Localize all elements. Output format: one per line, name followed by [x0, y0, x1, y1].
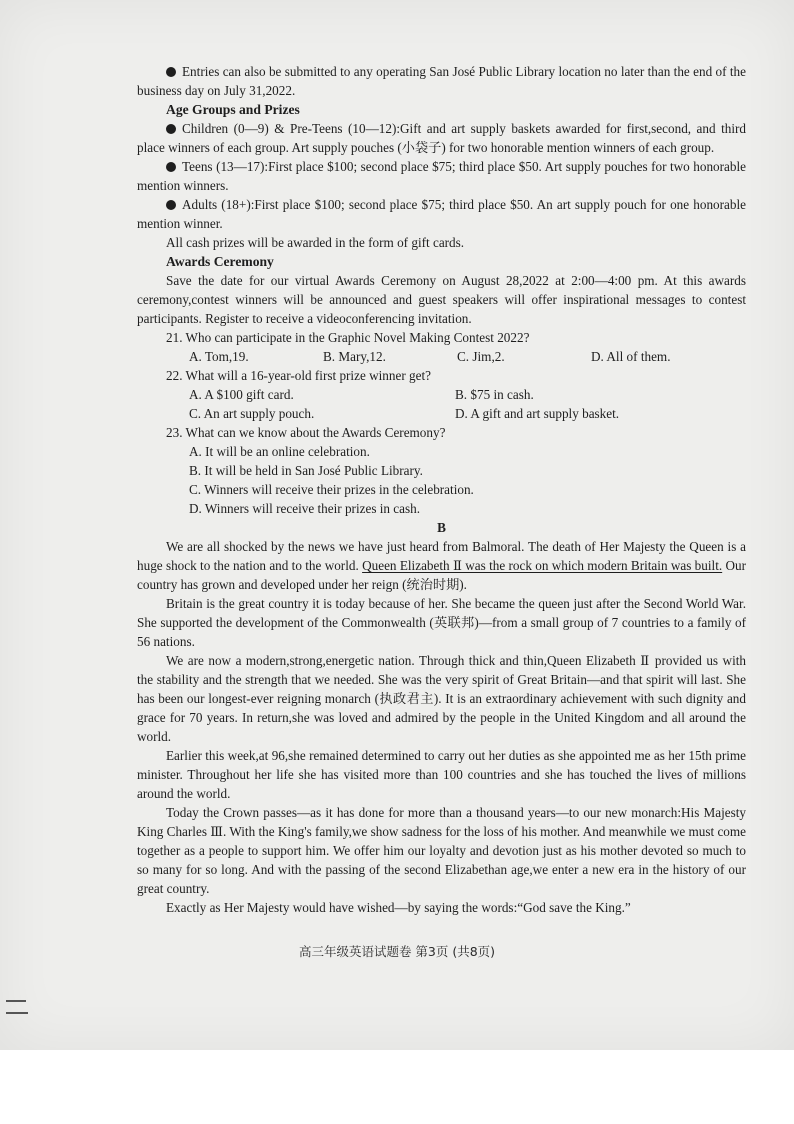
- entries-text: Entries can also be submitted to any operating San José Public Library location no later than the end of the business day on July 31,2022.: [137, 64, 746, 98]
- question-23-stem: 23. What can we know about the Awards Ceremony?: [166, 425, 446, 440]
- cash-prizes-note: All cash prizes will be awarded in the form of gift cards.: [166, 235, 465, 250]
- option-21-a: A. Tom,19.: [189, 349, 249, 364]
- awards-paragraph: Save the date for our virtual Awards Ceremony on August 28,2022 at 2:00—4:00 pm. At this awards ceremony,contest winners will be announced and guest speakers will offer inspirational messages to contest participants. Register to receive a videoconferencing invitation.: [137, 273, 746, 326]
- option-22-b: B. $75 in cash.: [455, 387, 534, 402]
- bullet-children: [137, 119, 746, 157]
- page-content: [137, 62, 746, 917]
- heading-age-groups: Age Groups and Prizes: [166, 102, 300, 117]
- page-footer: 高三年级英语试题卷 第3页 (共8页): [298, 944, 496, 959]
- passage-b-p1-start: We are all shocked by the news we have just heard from Balmoral. The death of Her Majesty the Queen is a huge shock to the nation and to the world.: [137, 539, 746, 573]
- scan-mark: [6, 1012, 28, 1014]
- passage-b-paragraph-1: [137, 537, 746, 594]
- underlined-sentence: Queen Elizabeth Ⅱ was the rock on which modern Britain was built.: [362, 558, 723, 573]
- option-22-c: C. An art supply pouch.: [189, 406, 315, 421]
- option-22-d: D. A gift and art supply basket.: [455, 406, 620, 421]
- question-21-stem: 21. Who can participate in the Graphic Novel Making Contest 2022?: [166, 330, 530, 345]
- option-23-d: D. Winners will receive their prizes in cash.: [189, 501, 421, 516]
- option-23-a: A. It will be an online celebration.: [189, 444, 370, 459]
- question-22-options-row-1: [137, 385, 746, 404]
- passage-b-paragraph-3: We are now a modern,strong,energetic nation. Through thick and thin,Queen Elizabeth Ⅱ provided us with the stability and the strength that we needed. She was the very spirit of Great Britain—and that spirit will last. She has been our longest-ever reigning monarch (执政君主). It is an extraordinary achievement with such dignity and grace for 70 years. In return,she was loved and admired by the people in the United Kingdom and all around the world.: [137, 653, 746, 744]
- passage-b-paragraph-6: Exactly as Her Majesty would have wished—by saying the words:“God save the King.”: [166, 900, 631, 915]
- passage-b-paragraph-4: Earlier this week,at 96,she remained determined to carry out her duties as she appointed me as her 15th prime minister. Throughout her life she has visited more than 100 countries and she has touched the lives of millions around the world.: [137, 748, 746, 801]
- option-21-d: D. All of them.: [591, 349, 671, 364]
- heading-awards-ceremony: Awards Ceremony: [166, 254, 274, 269]
- question-21-options: [137, 347, 746, 366]
- passage-b-paragraph-5: Today the Crown passes—as it has done for more than a thousand years—to our new monarch:His Majesty King Charles Ⅲ. With the King's family,we show sadness for the loss of his mother. And meanwhile we must come together as a people to support him. We offer him our loyalty and devotion just as his mother devoted so much to so many for so long. And with the passing of the second Elizabethan age,we enter a new era in the history of our great country.: [137, 805, 747, 896]
- bullet-icon: [166, 200, 176, 210]
- bullet-adults: [137, 195, 746, 233]
- question-22-stem: 22. What will a 16-year-old first prize winner get?: [166, 368, 431, 383]
- bullet-entries: [137, 62, 746, 100]
- adults-text: Adults (18+):First place $100; second place $75; third place $50. An art supply pouch for one honorable mention winner.: [137, 197, 746, 231]
- option-21-c: C. Jim,2.: [457, 349, 505, 364]
- section-b-heading: B: [437, 520, 446, 535]
- children-text: Children (0—9) & Pre-Teens (10—12):Gift and art supply baskets awarded for first,second, and third place winners of each group. Art supply pouches (小袋子) for two honorable mention winners of each group.: [137, 121, 746, 155]
- bullet-icon: [166, 124, 176, 134]
- option-21-b: B. Mary,12.: [323, 349, 386, 364]
- option-23-c: C. Winners will receive their prizes in the celebration.: [189, 482, 474, 497]
- bullet-icon: [166, 162, 176, 172]
- option-22-a: A. A $100 gift card.: [189, 387, 294, 402]
- passage-b-paragraph-2: Britain is the great country it is today because of her. She became the queen just after the Second World War. She supported the development of the Commonwealth (英联邦)—from a small group of 7 countries to a family of 56 nations.: [137, 596, 746, 649]
- bullet-teens: [137, 157, 746, 195]
- teens-text: Teens (13—17):First place $100; second place $75; third place $50. Art supply pouches for two honorable mention winners.: [137, 159, 746, 193]
- scan-mark: [6, 1000, 26, 1002]
- passage-b-p1-end: Our country has grown and developed under her reign (统治时期).: [137, 558, 747, 592]
- question-22-options-row-2: [137, 404, 746, 423]
- option-23-b: B. It will be held in San José Public Library.: [189, 463, 423, 478]
- bullet-icon: [166, 67, 176, 77]
